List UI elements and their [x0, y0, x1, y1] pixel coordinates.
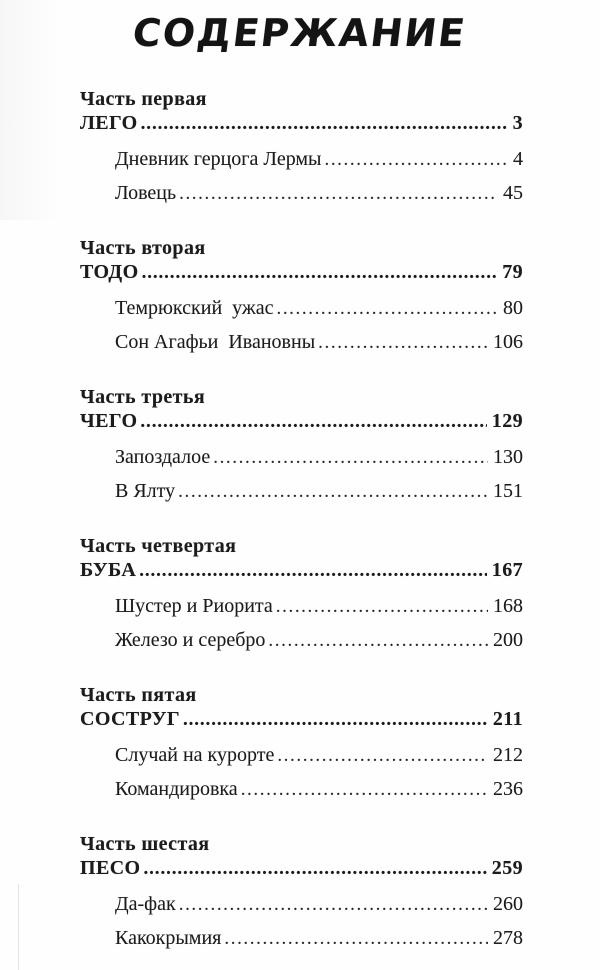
entry-page-number: 4 — [513, 147, 523, 170]
title-row — [0, 0, 600, 56]
part-label: Часть шестая — [80, 833, 210, 855]
entry-page-number: 212 — [493, 743, 523, 766]
dot-leader — [318, 331, 488, 354]
entry-page-number: 151 — [493, 480, 523, 502]
entry-title: Шустер и Риорита — [115, 594, 273, 617]
entry-page-number: 130 — [493, 445, 523, 468]
dot-leader — [268, 629, 488, 652]
part-label: Часть вторая — [80, 237, 206, 259]
toc-entry — [80, 297, 523, 320]
part-title: БУБА — [80, 559, 137, 581]
toc-entry — [80, 778, 523, 801]
entry-title: Сон Агафьи Ивановны — [115, 331, 316, 353]
dot-leader — [139, 558, 487, 583]
part-page-number: 167 — [491, 559, 523, 581]
entry-title: Ловець — [115, 182, 177, 204]
entry-page-number: 236 — [493, 778, 523, 800]
part-title-row — [80, 558, 523, 583]
entry-title: Командировка — [115, 778, 238, 800]
dot-leader — [324, 148, 508, 171]
entry-title: В Ялту — [115, 480, 176, 502]
toc-entry — [80, 182, 523, 205]
part-title: ПЕСО — [80, 857, 141, 879]
entry-page-number: 80 — [503, 296, 523, 319]
entry-title: Железо и серебро — [115, 629, 266, 651]
entry-page-number: 200 — [493, 629, 523, 651]
dot-leader — [179, 182, 498, 205]
toc-section-5 — [80, 683, 523, 801]
toc-section-4 — [80, 534, 523, 652]
entry-title: Запоздалое — [115, 445, 211, 468]
toc-entry — [80, 629, 523, 652]
entry-page-number: 45 — [503, 182, 523, 204]
table-of-contents — [80, 87, 523, 950]
dot-leader — [140, 409, 486, 434]
part-title: ТОДО — [80, 261, 139, 283]
part-page-number: 3 — [512, 112, 523, 134]
part-page-number: 259 — [491, 857, 523, 879]
part-title-row — [80, 260, 523, 285]
dot-leader — [144, 856, 487, 881]
toc-entry — [80, 893, 523, 916]
scan-artifact-line — [18, 884, 19, 970]
entry-title: Темрюкский ужас — [115, 296, 274, 319]
part-label: Часть четвертая — [80, 535, 237, 557]
entry-title: Дневник герцога Лермы — [115, 147, 322, 170]
dot-leader — [178, 480, 488, 503]
part-title-row — [80, 856, 523, 881]
part-title: ЛЕГО — [80, 112, 138, 134]
toc-entry — [80, 148, 523, 171]
part-title-row — [80, 409, 523, 434]
dot-leader — [276, 595, 488, 618]
dot-leader — [277, 744, 488, 767]
part-label: Часть третья — [80, 386, 206, 408]
part-label: Часть первая — [80, 88, 207, 110]
dot-leader — [224, 927, 488, 950]
part-label: Часть пятая — [80, 684, 197, 706]
dot-leader — [179, 893, 488, 916]
dot-leader — [183, 707, 488, 732]
toc-entry — [80, 331, 523, 354]
toc-section-3 — [80, 385, 523, 503]
toc-entry — [80, 480, 523, 503]
entry-page-number: 106 — [493, 331, 523, 353]
toc-entry — [80, 446, 523, 469]
page-title: СОДЕРЖАНИЕ — [130, 11, 470, 55]
dot-leader — [141, 111, 508, 136]
part-title-row — [80, 111, 523, 136]
entry-title: Да-фак — [115, 892, 176, 915]
dot-leader — [241, 778, 488, 801]
toc-entry — [80, 595, 523, 618]
entry-page-number: 168 — [493, 594, 523, 617]
part-page-number: 211 — [492, 708, 523, 730]
toc-section-1 — [80, 87, 523, 205]
toc-entry — [80, 744, 523, 767]
part-page-number: 129 — [491, 410, 523, 432]
part-title-row — [80, 707, 523, 732]
entry-title: Какокрымия — [115, 927, 222, 949]
part-title: ЧЕГО — [80, 410, 138, 432]
dot-leader — [142, 260, 498, 285]
toc-section-2 — [80, 236, 523, 354]
entry-page-number: 278 — [493, 927, 523, 949]
toc-entry — [80, 927, 523, 950]
entry-title: Случай на курорте — [115, 743, 275, 766]
dot-leader — [213, 446, 488, 469]
dot-leader — [276, 297, 498, 320]
part-title: СОСТРУГ — [80, 708, 180, 730]
part-page-number: 79 — [502, 261, 523, 283]
toc-section-6 — [80, 832, 523, 950]
entry-page-number: 260 — [493, 892, 523, 915]
